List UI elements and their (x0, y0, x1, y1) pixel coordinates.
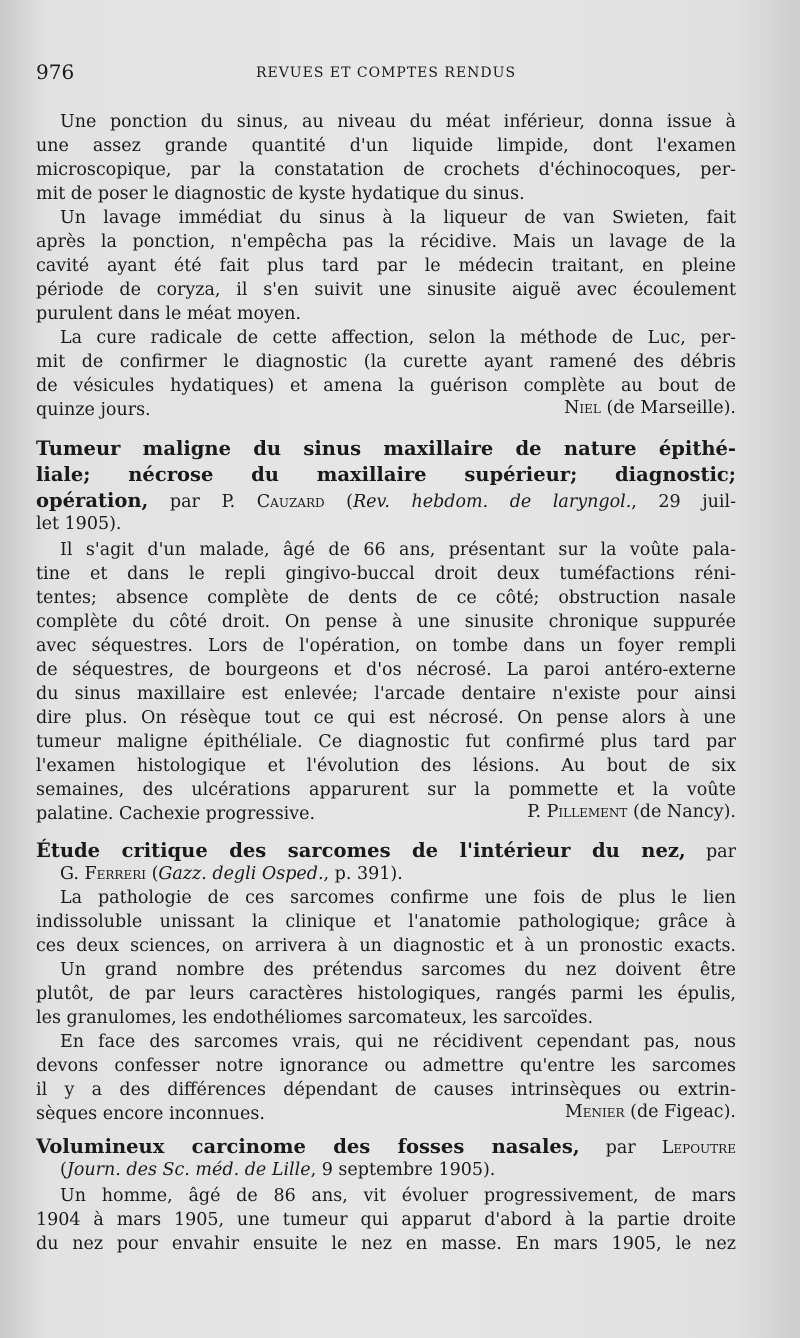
text-line: microscopique, par la constatation de crochets d'échinocoques, per- (36, 160, 736, 180)
article-reference: (Journ. des Sc. méd. de Lille, 9 septembre 1905). (60, 1160, 496, 1180)
signature-menier: Menier (de Figeac). (564, 1102, 736, 1122)
text-line: Un lavage immédiat du sinus à la liqueur de van Swieten, fait (60, 208, 736, 228)
text-line: les granulomes, les endothéliomes sarcomateux, les sarcoïdes. (36, 1008, 594, 1028)
text-line: purulent dans le méat moyen. (36, 304, 302, 324)
article-heading: Étude critique des sarcomes de l'intérieur du nez, par (36, 839, 736, 862)
text-line: complète du côté droit. On pense à une sinusite chronique suppurée (36, 612, 736, 632)
text-line: dire plus. On résèque tout ce qui est nécrosé. On pense alors à une (36, 708, 736, 728)
text-line: du sinus maxillaire est enlevée; l'arcade dentaire n'existe pour ainsi (36, 684, 736, 704)
text-line: Un grand nombre des prétendus sarcomes du nez doivent être (60, 960, 736, 980)
text-line: devons confesser notre ignorance ou admettre qu'entre les sarcomes (36, 1056, 736, 1076)
text-line: semaines, des ulcérations apparurent sur la pommette et la voûte (36, 780, 736, 800)
article-heading-reference: opération, par P. Cauzard (Rev. hebdom. de laryngol., 29 juil- (36, 489, 736, 512)
running-head (36, 60, 736, 90)
page-number: 976 (36, 60, 75, 84)
text-line: Il s'agit d'un malade, âgé de 66 ans, présentant sur la voûte pala- (60, 540, 736, 560)
text-line: tine et dans le repli gingivo-buccal droit deux tuméfactions réni- (36, 564, 736, 584)
running-title: REVUES ET COMPTES RENDUS (255, 65, 517, 81)
text-line: tumeur maligne épithéliale. Ce diagnostic fut confirmé plus tard par (36, 732, 736, 752)
signature-pillement: P. Pillement (de Nancy). (527, 802, 736, 822)
signature-niel: Niel (de Marseille). (564, 398, 736, 418)
text-line: tentes; absence complète de dents de ce côté; obstruction nasale (36, 588, 736, 608)
article-heading: liale; nécrose du maxillaire supérieur; diagnostic; (36, 463, 736, 486)
text-line: après la ponction, n'empêcha pas la récidive. Mais un lavage de la (36, 232, 736, 252)
text-line: cavité ayant été fait plus tard par le médecin traitant, en pleine (36, 256, 736, 276)
text-line: indissoluble unissant la clinique et l'anatomie pathologique; grâce à (36, 912, 736, 932)
text-line: palatine. Cachexie progressive. (36, 804, 316, 824)
text-line: l'examen histologique et l'évolution des lésions. Au bout de six (36, 756, 736, 776)
text-line: La pathologie de ces sarcomes confirme une fois de plus le lien (60, 888, 736, 908)
text-line: let 1905). (36, 514, 122, 534)
text-line: une assez grande quantité d'un liquide limpide, dont l'examen (36, 136, 736, 156)
text-line: avec séquestres. Lors de l'opération, on tombe dans un foyer rempli (36, 636, 736, 656)
article-reference: G. Ferreri (Gazz. degli Osped., p. 391). (60, 864, 403, 884)
text-line: ces deux sciences, on arrivera à un diagnostic et à un pronostic exacts. (36, 936, 736, 956)
text-line: 1904 à mars 1905, une tumeur qui apparut d'abord à la partie droite (36, 1210, 736, 1230)
article-heading: Volumineux carcinome des fosses nasales, par Lepoutre (36, 1135, 736, 1158)
text-line: En face des sarcomes vrais, qui ne récidivent cependant pas, nous (60, 1032, 736, 1052)
text-line: mit de poser le diagnostic de kyste hydatique du sinus. (36, 184, 525, 204)
text-line: de vésicules hydatiques) et amena la guérison complète au bout de (36, 376, 736, 396)
text-line: sèques encore inconnues. (36, 1104, 265, 1124)
text-line: Un homme, âgé de 86 ans, vit évoluer progressivement, de mars (60, 1186, 736, 1206)
text-line: La cure radicale de cette affection, selon la méthode de Luc, per- (60, 328, 736, 348)
article-heading: Tumeur maligne du sinus maxillaire de nature épithé- (36, 437, 736, 460)
text-line: plutôt, de par leurs caractères histologiques, rangés parmi les épulis, (36, 984, 736, 1004)
text-line: quinze jours. (36, 400, 151, 420)
text-line: il y a des différences dépendant de causes intrinsèques ou extrin- (36, 1080, 736, 1100)
text-line: mit de confirmer le diagnostic (la curette ayant ramené des débris (36, 352, 736, 372)
text-line: Une ponction du sinus, au niveau du méat inférieur, donna issue à (60, 112, 736, 132)
text-line: période de coryza, il s'en suivit une sinusite aiguë avec écoulement (36, 280, 736, 300)
text-line: du nez pour envahir ensuite le nez en masse. En mars 1905, le nez (36, 1234, 736, 1254)
text-line: de séquestres, de bourgeons et d'os nécrosé. La paroi antéro-externe (36, 660, 736, 680)
